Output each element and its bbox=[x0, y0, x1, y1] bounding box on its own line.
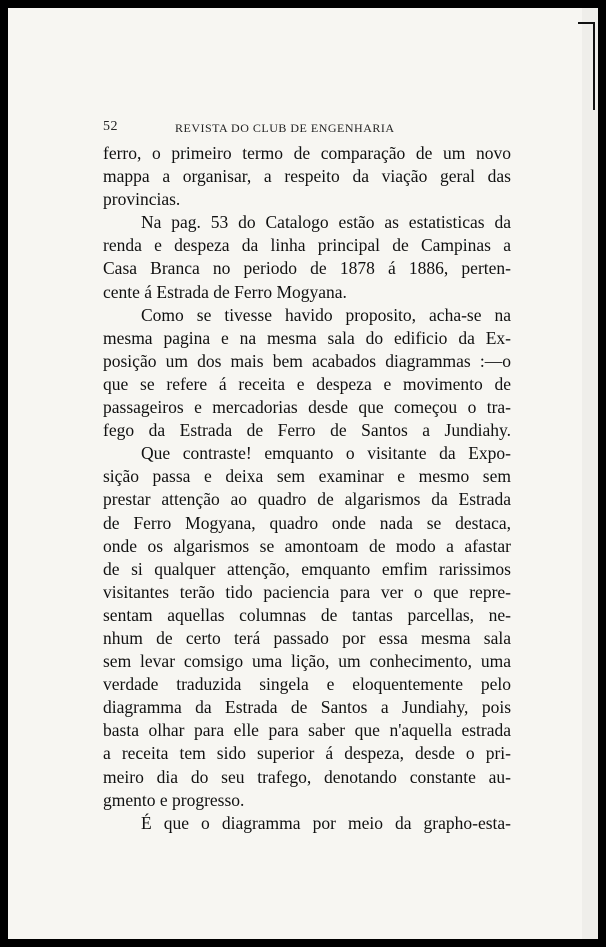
text-line: mappa a organisar, a respeito da viação geral das bbox=[103, 166, 511, 187]
page-edge bbox=[582, 8, 598, 939]
text-line: onde os algarismos se amontoam de modo a afastar bbox=[103, 535, 511, 556]
text-line: prestar attenção ao quadro de algarismos da Estrada bbox=[103, 489, 511, 510]
text-line: cente á Estrada de Ferro Mogyana. bbox=[103, 281, 347, 302]
text-line: de Ferro Mogyana, quadro onde nada se destaca, bbox=[103, 512, 511, 533]
text-line: Na pag. 53 do Catalogo estão as estatisticas da bbox=[141, 212, 511, 233]
text-line: nhum de certo terá passado por essa mesma sala bbox=[103, 627, 511, 648]
text-line: sem levar comsigo uma lição, um conhecimento, uma bbox=[103, 651, 511, 672]
text-line: sição passa e deixa sem examinar e mesmo sem bbox=[103, 466, 511, 487]
text-line: provincias. bbox=[103, 189, 181, 210]
edge-tick bbox=[578, 22, 594, 24]
text-line: sentam aquellas columnas de tantas parcellas, ne- bbox=[103, 604, 511, 625]
text-line: gmento e progresso. bbox=[103, 789, 245, 810]
text-line: Como se tivesse havido proposito, acha-se na bbox=[141, 304, 511, 325]
text-line: mesma pagina e na mesma sala do edificio da Ex- bbox=[103, 327, 511, 348]
text-line: de si qualquer attenção, emquanto emfim rarissimos bbox=[103, 558, 511, 579]
text-line: posição um dos mais bem acabados diagrammas :—o bbox=[103, 350, 511, 371]
page-number: 52 bbox=[103, 119, 118, 134]
text-line: É que o diagramma por meio da grapho-esta- bbox=[141, 812, 511, 833]
text-line: diagramma da Estrada de Santos a Jundiahy, pois bbox=[103, 697, 511, 718]
text-line: passageiros e mercadorias desde que começou o tra- bbox=[103, 397, 511, 418]
body-text bbox=[103, 142, 511, 835]
text-line: verdade traduzida singela e eloquentemente pelo bbox=[103, 674, 511, 695]
text-line: meiro dia do seu trafego, denotando constante au- bbox=[103, 766, 511, 787]
edge-mark bbox=[593, 22, 595, 110]
text-line: Casa Branca no periodo de 1878 á 1886, perten- bbox=[103, 258, 511, 279]
text-line: ferro, o primeiro termo de comparação de um novo bbox=[103, 143, 511, 163]
text-line: fego da Estrada de Ferro de Santos a Jundiahy. bbox=[103, 420, 511, 441]
text-line: renda e despeza da linha principal de Campinas a bbox=[103, 235, 511, 256]
text-line: a receita tem sido superior á despeza, desde o pri- bbox=[103, 743, 511, 764]
running-title: REVISTA DO CLUB DE ENGENHARIA bbox=[175, 121, 395, 135]
text-line: Que contraste! emquanto o visitante da Expo- bbox=[141, 443, 511, 464]
text-line: que se refere á receita e despeza e movimento de bbox=[103, 373, 511, 394]
text-line: visitantes terão tido paciencia para ver o que repre- bbox=[103, 581, 511, 602]
text-line: basta olhar para elle para saber que n'aquella estrada bbox=[103, 720, 511, 741]
